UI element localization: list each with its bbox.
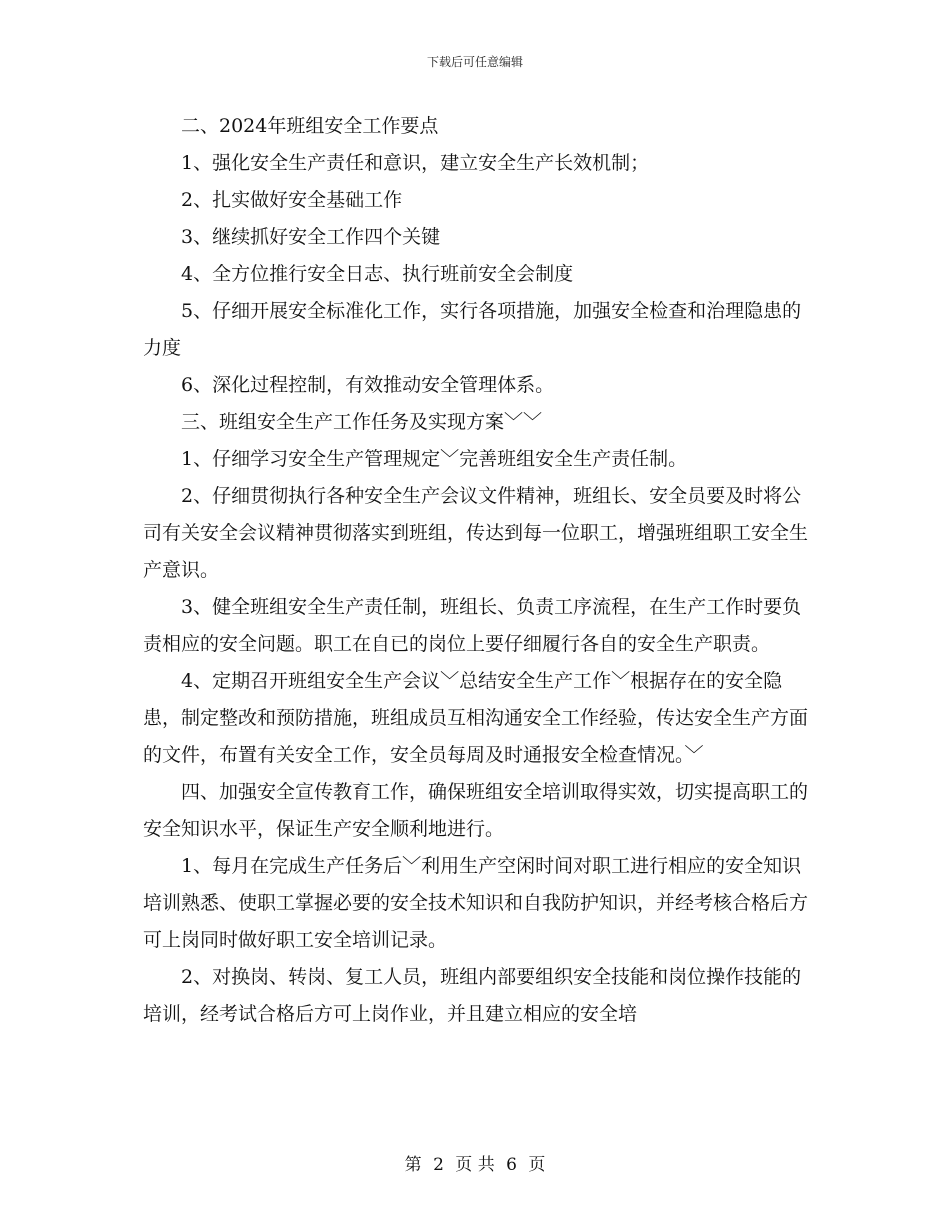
total-page-count: 6: [506, 1155, 517, 1175]
list-item: 1、强化安全生产责任和意识，建立安全生产长效机制；: [181, 152, 650, 174]
list-item: 4、全方位推行安全日志、执行班前安全会制度: [181, 263, 574, 285]
list-item: 2、仔细贯彻执行各种安全生产会议文件精神，班组长、安全员要及时将公司有关安全会议精神贯彻落实到班组，传达到每一位职工，增强班组职工安全生产意识。: [143, 485, 809, 581]
document-body: [143, 108, 808, 1033]
list-item: 2、对换岗、转岗、复工人员，班组内部要组织安全技能和岗位操作技能的培训，经考试合格后方可上岗作业，并且建立相应的安全培: [143, 966, 802, 1025]
section-heading-4: 四、加强安全宣传教育工作，确保班组安全培训取得实效，切实提高职工的安全知识水平，保证生产安全顺利地进行。: [143, 781, 809, 840]
list-item: 4、定期召开班组安全生产会议﹀总结安全生产工作﹀根据存在的安全隐患，制定整改和预防措施，班组成员互相沟通安全工作经验，传达安全生产方面的文件，布置有关安全工作，安全员每周及时通报安全检查情况。﹀: [143, 670, 809, 766]
section-heading-2: 二、2024年班组安全工作要点: [181, 115, 439, 137]
list-item: 1、仔细学习安全生产管理规定﹀完善班组安全生产责任制。: [181, 448, 688, 470]
list-item: 1、每月在完成生产任务后﹀利用生产空闲时间对职工进行相应的安全知识培训熟悉、使职工掌握必要的安全技术知识和自我防护知识，并经考核合格后方可上岗同时做好职工安全培训记录。: [143, 855, 809, 951]
list-item: 2、扎实做好安全基础工作: [181, 189, 403, 211]
current-page-number: 2: [433, 1155, 444, 1175]
list-item: 3、健全班组安全生产责任制，班组长、负责工序流程，在生产工作时要负责相应的安全问题。职工在自已的岗位上要仔细履行各自的安全生产职责。: [143, 596, 802, 655]
footer-prefix: 第: [404, 1155, 422, 1175]
list-item: 6、深化过程控制，有效推动安全管理体系。: [181, 374, 555, 396]
list-item: 3、继续抓好安全工作四个关键: [181, 226, 441, 248]
section-heading-3: 三、班组安全生产工作任务及实现方案﹀﹀: [181, 411, 543, 433]
footer-suffix: 页: [528, 1155, 546, 1175]
footer-mid: 页 共: [455, 1155, 495, 1175]
page-footer: [0, 1150, 950, 1175]
page-header: 下载后可任意编辑: [426, 55, 523, 69]
list-item: 5、仔细开展安全标准化工作，实行各项措施，加强安全检查和治理隐患的力度: [143, 300, 802, 359]
